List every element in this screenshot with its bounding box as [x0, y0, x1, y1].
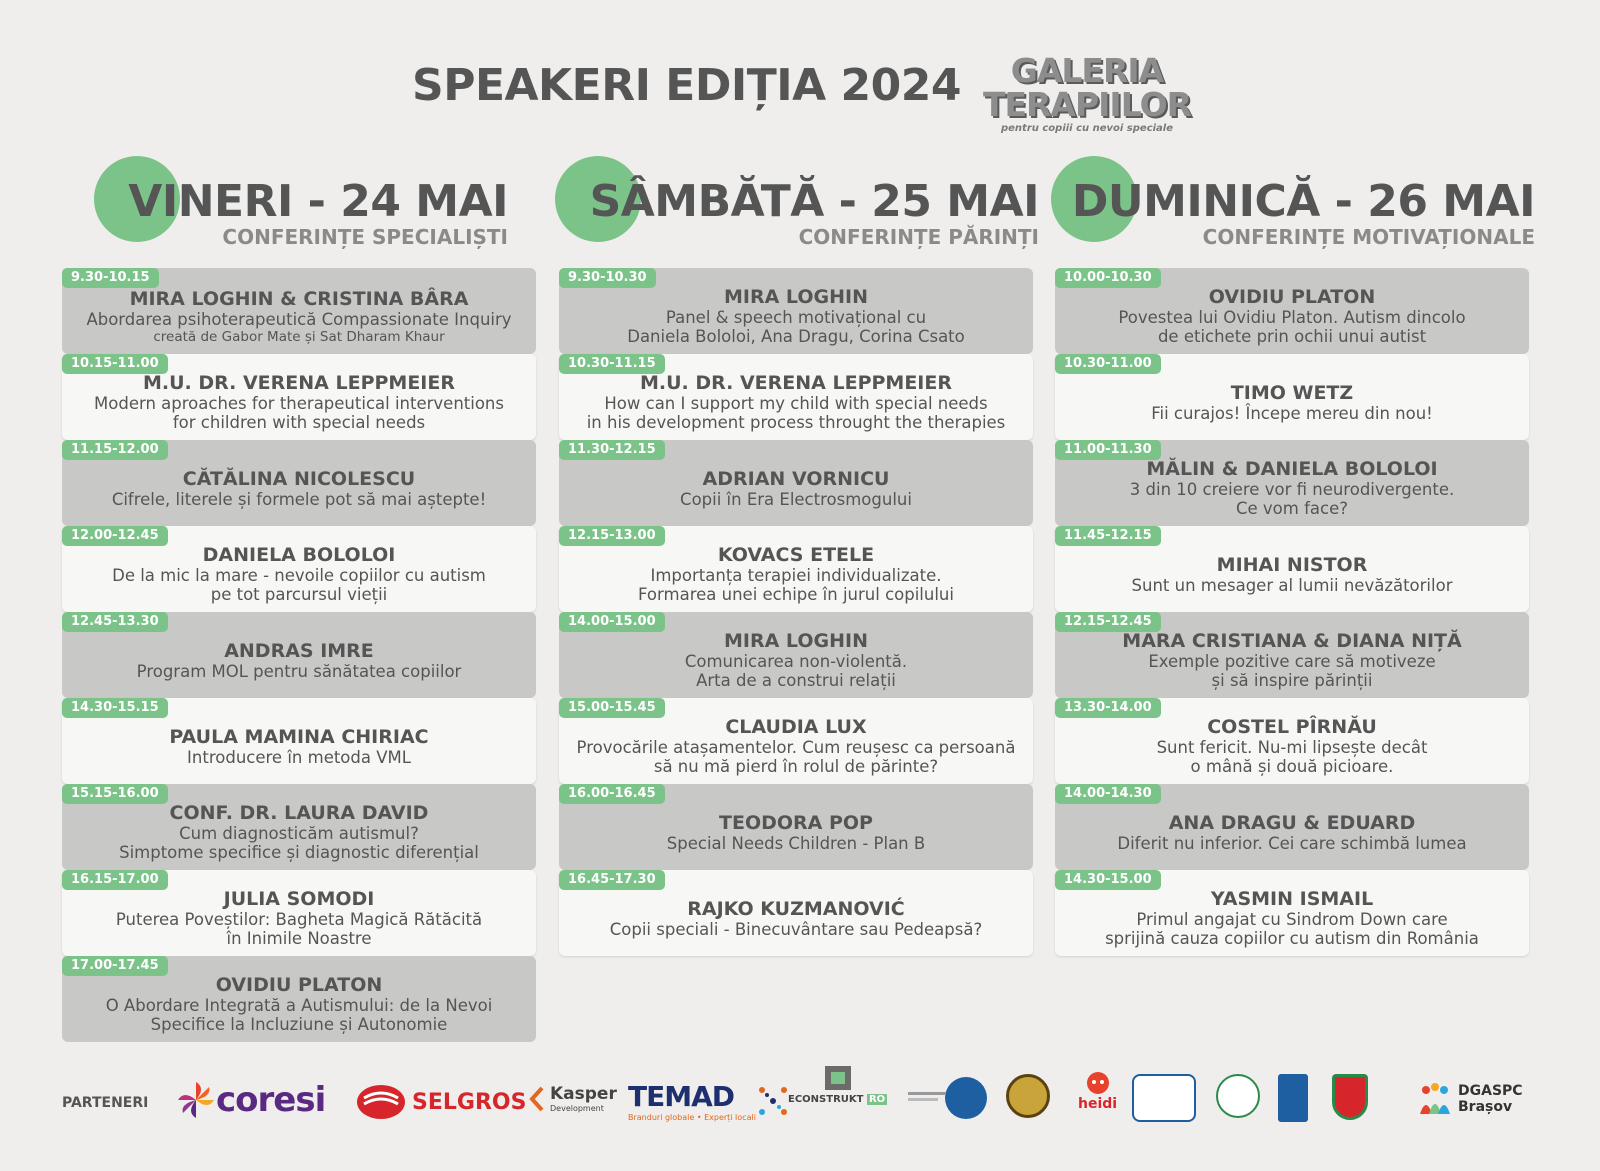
time-badge: 13.30-14.00 [1055, 698, 1161, 718]
talk-description: sprijină cauza copiilor cu autism din România [1105, 929, 1479, 948]
day-subtitle: CONFERINȚE MOTIVAȚIONALE [1202, 225, 1535, 249]
speaker-name: CONF. DR. LAURA DAVID [169, 802, 429, 824]
speaker-name: DANIELA BOLOLOI [202, 544, 396, 566]
slot-content [66, 970, 532, 1038]
schedule-list [559, 268, 1033, 956]
schedule-slot [559, 526, 1033, 612]
time-badge: 10.30-11.15 [559, 354, 665, 374]
kasper-subtitle: Development [550, 1104, 604, 1113]
talk-description: Ce vom face? [1236, 499, 1348, 518]
time-badge: 11.00-11.30 [1055, 440, 1161, 460]
schedule-slot [62, 440, 536, 526]
day-subtitle: CONFERINȚE SPECIALIȘTI [222, 225, 508, 249]
partners-label: PARTENERI [62, 1095, 149, 1111]
schedule-slot [1055, 526, 1529, 612]
time-badge: 14.00-14.30 [1055, 784, 1161, 804]
page-title: SPEAKERI EDIȚIA 2024 [412, 60, 961, 111]
time-badge: 15.00-15.45 [559, 698, 665, 718]
fundatia-comunitara-brasov-logo [908, 1076, 988, 1120]
speaker-name: COSTEL PÎRNĂU [1207, 716, 1377, 738]
slot-content [66, 368, 532, 436]
schedule-slot [1055, 612, 1529, 698]
slot-content [66, 798, 532, 866]
talk-description: de etichete prin ochii unui autist [1157, 327, 1427, 346]
talk-description: Introducere în metoda VML [187, 747, 411, 767]
speaker-name: MIRA LOGHIN [724, 286, 868, 308]
talk-description: Arta de a construi relații [696, 671, 896, 690]
galeria-terapiilor-logo [982, 51, 1192, 140]
schedule-slot [62, 698, 536, 784]
talk-description: Simptome specifice și diagnostic diferențial [119, 843, 479, 862]
slot-content [1059, 626, 1525, 694]
speaker-name: OVIDIU PLATON [1208, 286, 1376, 308]
time-badge: 10.15-11.00 [62, 354, 168, 374]
heidi-logo [1078, 1070, 1117, 1112]
speaker-name: ANA DRAGU & EDUARD [1168, 811, 1416, 834]
speaker-name: RAJKO KUZMANOVIĆ [687, 897, 905, 920]
schedule-slot [62, 870, 536, 956]
time-badge: 11.15-12.00 [62, 440, 168, 460]
coresi-flower-icon [176, 1080, 216, 1120]
speaker-name: CĂTĂLINA NICOLESCU [182, 467, 416, 490]
talk-description: Copii în Era Electrosmogului [680, 489, 912, 509]
slot-content [1059, 368, 1525, 436]
slot-content [66, 626, 532, 694]
talk-description: Fii curajos! Începe mereu din nou! [1151, 403, 1433, 423]
slot-content [563, 454, 1029, 522]
speaker-name: M.U. DR. VERENA LEPPMEIER [640, 372, 952, 394]
speaker-name: JULIA SOMODI [223, 888, 375, 910]
speaker-name: ANDRAS IMRE [224, 639, 374, 662]
time-badge: 14.30-15.15 [62, 698, 168, 718]
time-badge: 9.30-10.30 [559, 268, 656, 288]
talk-description: for children with special needs [172, 413, 426, 432]
talk-description: How can I support my child with special needs [604, 394, 988, 413]
dgaspc-line-1: DGASPC [1458, 1083, 1523, 1099]
talk-description: O Abordare Integrată a Autismului: de la Nevoi [105, 996, 493, 1015]
school-inspectorate-logo [1132, 1074, 1196, 1122]
speaker-name: MIRA LOGHIN & CRISTINA BÂRA [129, 287, 469, 310]
time-badge: 14.00-15.00 [559, 612, 665, 632]
talk-description: Primul angajat cu Sindrom Down care [1136, 910, 1448, 929]
slot-content [563, 368, 1029, 436]
temad-subtitle: Branduri globale • Experți locali [628, 1113, 756, 1122]
schedule-slot [559, 354, 1033, 440]
schedule-slot [62, 268, 536, 354]
time-badge: 12.15-13.00 [559, 526, 665, 546]
talk-description: Cifrele, literele și formele pot să mai aștepte! [111, 489, 487, 509]
schedule-slot [62, 354, 536, 440]
temad-wordmark: TEMAD [628, 1080, 735, 1113]
talk-description: o mână și două picioare. [1190, 757, 1394, 776]
slot-content [563, 712, 1029, 780]
selgros-logo [356, 1084, 526, 1120]
slot-content [66, 282, 532, 350]
slot-content [563, 626, 1029, 694]
kasper-icon [528, 1086, 550, 1112]
slot-content [1059, 712, 1525, 780]
schedule-slot [1055, 268, 1529, 354]
time-badge: 10.30-11.00 [1055, 354, 1161, 374]
talk-description: în Inimile Noastre [226, 929, 372, 948]
coresi-wordmark: coresi [216, 1080, 326, 1120]
talk-description: 3 din 10 creiere vor fi neurodivergente. [1129, 480, 1455, 499]
talk-description: Modern aproaches for therapeutical interventions [94, 394, 504, 413]
day-column-saturday [559, 156, 1039, 939]
talk-description: Sunt un mesager al lumii nevăzătorilor [1131, 575, 1453, 595]
schedule-slot [559, 612, 1033, 698]
schedule-slot [1055, 698, 1529, 784]
talk-description: Abordarea psihoterapeutică Compassionate Inquiry [86, 309, 512, 329]
schedule-slot [559, 268, 1033, 354]
talk-note: creată de Gabor Mate și Sat Dharam Khaur [153, 328, 445, 345]
selgros-wordmark: SELGROS [412, 1089, 527, 1115]
schedule-slot [1055, 354, 1529, 440]
time-badge: 11.30-12.15 [559, 440, 665, 460]
time-badge: 12.15-12.45 [1055, 612, 1161, 632]
time-badge: 16.15-17.00 [62, 870, 168, 890]
day-title: DUMINICĂ - 26 MAI [1071, 176, 1535, 227]
isj-brasov-logo [1278, 1074, 1308, 1122]
slot-content [66, 454, 532, 522]
time-badge: 14.30-15.00 [1055, 870, 1161, 890]
schedule-slot [62, 784, 536, 870]
talk-description: Specifice la Incluziune și Autonomie [150, 1015, 448, 1034]
coresi-logo [176, 1080, 325, 1120]
temad-x-icon [756, 1084, 790, 1118]
slot-content [1059, 454, 1525, 522]
kasper-logo [528, 1084, 617, 1113]
slot-content [66, 540, 532, 608]
speaker-name: KOVACS ETELE [717, 544, 875, 566]
talk-description: Diferit nu inferior. Cei care schimbă lumea [1117, 833, 1467, 853]
speaker-name: MIRA LOGHIN [724, 630, 868, 652]
talk-description: și să inspire părinții [1211, 671, 1373, 690]
time-badge: 17.00-17.45 [62, 956, 168, 976]
day-subtitle: CONFERINȚE PĂRINȚI [798, 225, 1039, 249]
schedule-slot [559, 698, 1033, 784]
talk-description: Cum diagnosticăm autismul? [179, 824, 419, 843]
heidi-face-icon [1084, 1070, 1112, 1096]
talk-description: Formarea unei echipe în jurul copilului [638, 585, 954, 604]
talk-description: in his development process throught the therapies [586, 413, 1006, 432]
kasper-wordmark: Kasper [550, 1084, 617, 1104]
schedule-slot [559, 870, 1033, 956]
slot-content [563, 540, 1029, 608]
econstrukt-wordmark: ECONSTRUKT [788, 1094, 864, 1105]
slot-content [1059, 282, 1525, 350]
speaker-name: ADRIAN VORNICU [702, 467, 890, 490]
day-column-friday [62, 156, 536, 1034]
time-badge: 9.30-10.15 [62, 268, 159, 288]
day-column-sunday [1055, 156, 1535, 948]
selgros-icon [356, 1084, 406, 1120]
logo-line-3: pentru copiii cu nevoi speciale [1000, 123, 1174, 134]
slot-content [1059, 884, 1525, 952]
dgaspc-brasov-logo [1416, 1080, 1523, 1118]
slot-content [563, 884, 1029, 952]
day-title: SÂMBĂTĂ - 25 MAI [589, 176, 1039, 227]
temad-logo [628, 1080, 790, 1122]
time-badge: 16.00-16.45 [559, 784, 665, 804]
schedule-list [62, 268, 536, 1042]
speaker-name: MIHAI NISTOR [1216, 553, 1368, 576]
econstrukt-ro-label: RO [868, 1094, 886, 1105]
schedule-slot [1055, 870, 1529, 956]
talk-description: Copii speciali - Binecuvântare sau Pedeapsă? [609, 919, 983, 939]
talk-description: Panel & speech motivațional cu [665, 308, 927, 327]
schedule-slot [62, 612, 536, 698]
schedule-slot [1055, 440, 1529, 526]
talk-description: De la mic la mare - nevoile copiilor cu autism [112, 566, 486, 585]
talk-description: Exemple pozitive care să motiveze [1148, 652, 1436, 671]
day-header [62, 156, 536, 266]
time-badge: 16.45-17.30 [559, 870, 665, 890]
econstrukt-icon [821, 1062, 855, 1094]
talk-description: Daniela Bololoi, Ana Dragu, Corina Csato [627, 327, 965, 346]
school-crest-logo [1006, 1074, 1050, 1118]
talk-description: Importanța terapiei individualizate. [650, 566, 942, 585]
talk-description: Sunt fericit. Nu-mi lipsește decât [1156, 738, 1428, 757]
schedule-slot [62, 526, 536, 612]
speaker-name: YASMIN ISMAIL [1210, 888, 1374, 910]
day-header [1055, 156, 1535, 266]
speaker-name: OVIDIU PLATON [215, 974, 383, 996]
time-badge: 15.15-16.00 [62, 784, 168, 804]
speaker-name: MĂLIN & DANIELA BOLOLOI [1146, 458, 1438, 480]
time-badge: 12.00-12.45 [62, 526, 168, 546]
speaker-name: PAULA MAMINA CHIRIAC [169, 725, 429, 748]
speaker-name: MARA CRISTIANA & DIANA NIȚĂ [1122, 630, 1462, 652]
day-header [559, 156, 1039, 266]
slot-content [1059, 540, 1525, 608]
time-badge: 11.45-12.15 [1055, 526, 1161, 546]
speaker-name: TIMO WETZ [1230, 381, 1354, 404]
talk-description: Provocările atașamentelor. Cum reușesc ca persoană [576, 738, 1016, 757]
dgaspc-line-2: Brașov [1458, 1099, 1513, 1115]
talk-description: Special Needs Children - Plan B [666, 833, 926, 853]
logo-line-1: GALERIA [1010, 51, 1164, 90]
econstrukt-logo [788, 1062, 887, 1105]
logo-line-2: TERAPIILOR [982, 85, 1192, 124]
time-badge: 12.45-13.30 [62, 612, 168, 632]
slot-content [563, 282, 1029, 350]
schedule-slot [62, 956, 536, 1042]
speaker-name: M.U. DR. VERENA LEPPMEIER [143, 372, 455, 394]
speaker-name: CLAUDIA LUX [725, 716, 867, 738]
schedule-slot [559, 784, 1033, 870]
social-assistance-logo [1216, 1074, 1260, 1118]
dgaspc-people-icon [1416, 1080, 1454, 1118]
speaker-name: TEODORA POP [719, 811, 873, 834]
schedule-list [1055, 268, 1529, 956]
talk-description: Program MOL pentru sănătatea copiilor [136, 661, 462, 681]
talk-description: să nu mă pierd în rolul de părinte? [653, 757, 939, 776]
slot-content [66, 884, 532, 952]
talk-description: Povestea lui Ovidiu Platon. Autism dincolo [1118, 308, 1466, 327]
heidi-wordmark: heidi [1078, 1096, 1118, 1112]
schedule-slot [1055, 784, 1529, 870]
brasov-coat-of-arms-logo [1332, 1074, 1368, 1120]
slot-content [563, 798, 1029, 866]
slot-content [1059, 798, 1525, 866]
partners-bar [60, 1062, 1540, 1132]
time-badge: 10.00-10.30 [1055, 268, 1161, 288]
talk-description: Puterea Poveștilor: Bagheta Magică Rătăcită [115, 910, 483, 929]
slot-content [66, 712, 532, 780]
talk-description: Comunicarea non-violentă. [684, 652, 908, 671]
schedule-slot [559, 440, 1033, 526]
fundatia-comunitara-icon [908, 1076, 988, 1120]
talk-description: pe tot parcursul vieții [210, 585, 388, 604]
day-title: VINERI - 24 MAI [128, 176, 508, 227]
